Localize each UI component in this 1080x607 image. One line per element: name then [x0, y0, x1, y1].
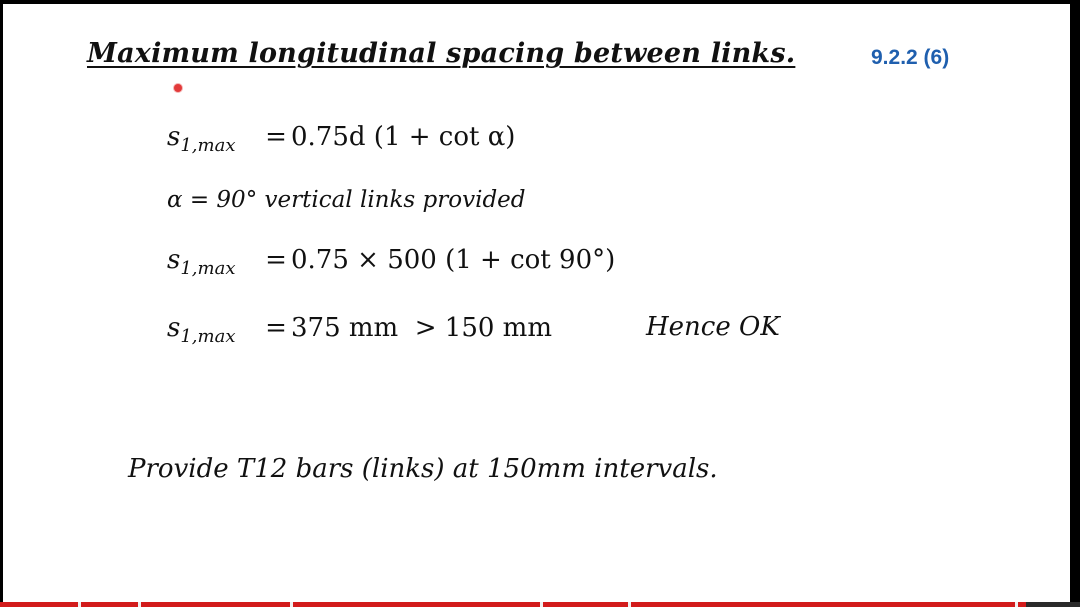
chapter-marker: [628, 602, 631, 607]
slide-title: Maximum longitudinal spacing between links.: [87, 38, 796, 69]
equation-general: [167, 122, 515, 156]
slide: [3, 4, 1070, 602]
equation-rhs: 375 mm > 150 mm: [291, 313, 552, 343]
clause-reference: 9.2.2 (6): [871, 46, 950, 69]
equation-rhs: 0.75 × 500 (1 + cot 90°): [291, 245, 616, 275]
chapter-marker: [540, 602, 543, 607]
equals-sign: =: [265, 245, 287, 275]
equation-lhs: $s_{1,max}$: [167, 122, 236, 156]
equation-rhs: 0.75d (1 + cot α): [291, 122, 516, 152]
equals-sign: =: [265, 122, 287, 152]
chapter-marker: [1015, 602, 1018, 607]
angle-note: α = 90° vertical links provided: [167, 187, 526, 213]
equation-lhs: $s_{1,max}$: [167, 245, 236, 279]
equation-lhs: $s_{1,max}$: [167, 313, 236, 347]
chapter-marker: [290, 602, 293, 607]
chapter-marker: [78, 602, 81, 607]
chapter-marker: [138, 602, 141, 607]
equation-substituted: [167, 245, 615, 279]
equation-result: [167, 313, 552, 347]
laser-pointer-dot: [174, 84, 182, 92]
video-progress-bar[interactable]: [0, 602, 1080, 607]
conclusion-text: Provide T12 bars (links) at 150mm intervals.: [128, 454, 718, 484]
equals-sign: =: [265, 313, 287, 343]
verdict-text: Hence OK: [646, 312, 780, 342]
video-progress-fill: [0, 602, 1026, 607]
